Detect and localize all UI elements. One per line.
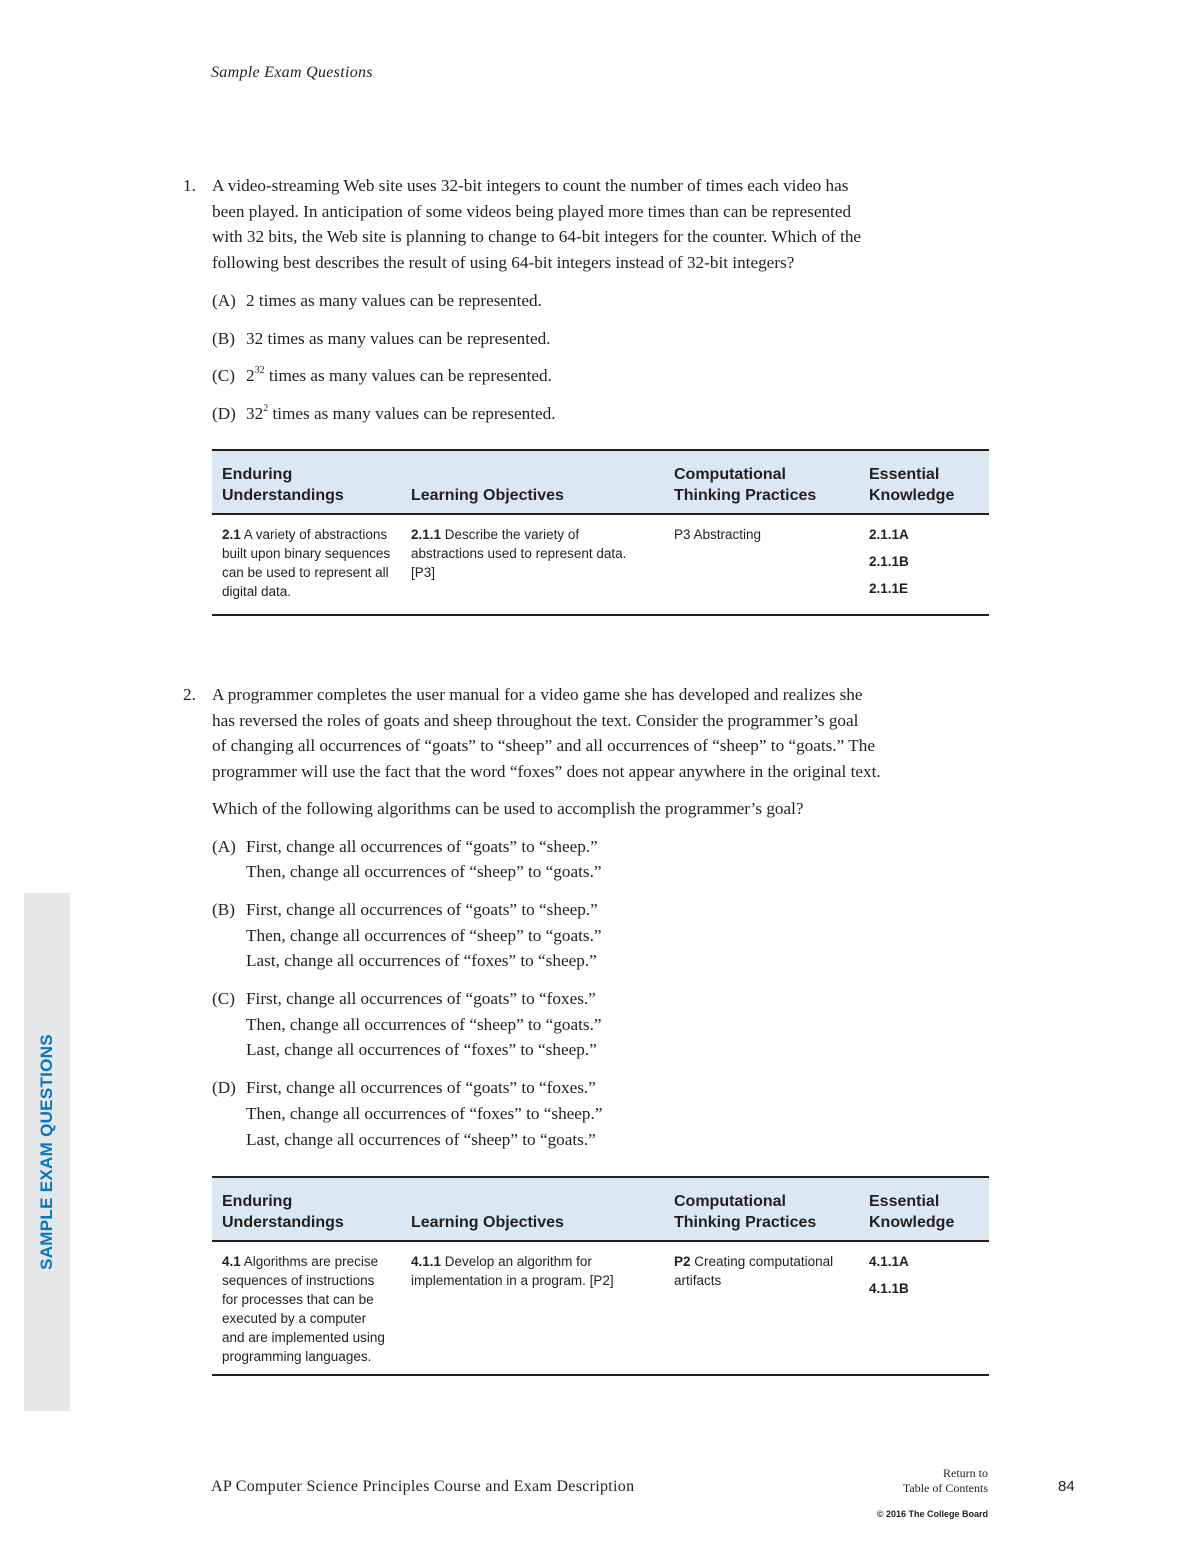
- stem-line: of changing all occurrences of “goats” to “sheep” and all occurrences of “sheep” to “goats.” The: [212, 736, 876, 756]
- lo-cell: 2.1.1 Describe the variety of abstractions used to represent data. [P3]: [411, 527, 627, 580]
- answer-choice-b: [212, 326, 993, 352]
- choice-text: 2 times as many values can be represented.: [246, 290, 542, 310]
- table-row: [212, 1241, 989, 1375]
- choice-exponent: 32: [254, 365, 265, 377]
- curriculum-table-1: [212, 449, 989, 616]
- stem-line: been played. In anticipation of some videos being played more times than can be represented: [212, 201, 852, 221]
- choice-letter: (A): [212, 836, 236, 856]
- stem-line: A programmer completes the user manual for a video game she has developed and realizes she: [212, 685, 863, 704]
- ctp-cell: P3 Abstracting: [674, 527, 762, 542]
- stem-line: has reversed the roles of goats and sheep throughout the text. Consider the programmer’s goal: [212, 710, 859, 730]
- choice-exponent: 2: [263, 403, 269, 415]
- choice-letter: (B): [212, 328, 235, 348]
- answer-choice-d: [212, 401, 993, 427]
- question-prompt: Which of the following algorithms can be used to accomplish the programmer’s goal?: [212, 798, 804, 818]
- answer-choice-a: [212, 834, 993, 885]
- header-computational-thinking: Computational Thinking Practices: [664, 1177, 859, 1241]
- choice-line: Last, change all occurrences of “foxes” to “sheep.”: [246, 1040, 597, 1060]
- ek-code: 2.1.1A: [869, 527, 909, 542]
- choice-line: First, change all occurrences of “goats” to “foxes.”: [246, 989, 596, 1009]
- choice-line: First, change all occurrences of “goats” to “sheep.”: [246, 836, 598, 856]
- stem-line: A video-streaming Web site uses 32-bit integers to count the number of times each video has: [212, 176, 849, 195]
- ek-cell: [859, 514, 989, 615]
- choice-text: times as many values can be represented.: [264, 366, 552, 386]
- choice-letter: (C): [212, 366, 235, 386]
- header-learning-objectives: Learning Objectives: [401, 1177, 664, 1241]
- answer-choice-a: [212, 288, 993, 314]
- table-row: [212, 514, 989, 615]
- stem-line: with 32 bits, the Web site is planning to change to 64-bit integers for the counter. Which of the: [212, 227, 862, 247]
- header-essential-knowledge: Essential Knowledge: [859, 1177, 989, 1241]
- choice-line: Then, change all occurrences of “sheep” to “goats.”: [246, 862, 602, 882]
- answer-choice-c: [212, 986, 993, 1063]
- stem-line: following best describes the result of using 64-bit integers instead of 32-bit integers?: [212, 253, 795, 273]
- side-tab-label: SAMPLE EXAM QUESTIONS: [37, 1034, 56, 1270]
- footer-description: AP Computer Science Principles Course and Exam Description: [211, 1478, 635, 1495]
- choice-line: First, change all occurrences of “goats” to “foxes.”: [246, 1078, 596, 1098]
- header-essential-knowledge: Essential Knowledge: [859, 450, 989, 514]
- running-header: Sample Exam Questions: [211, 64, 373, 81]
- curriculum-table-2: [212, 1176, 989, 1376]
- choice-letter: (A): [212, 290, 236, 310]
- answer-choice-d: [212, 1075, 993, 1152]
- choice-base: 2: [246, 366, 255, 386]
- question-number: 2.: [183, 685, 196, 704]
- page-number: 84: [1058, 1478, 1075, 1495]
- choice-letter: (D): [212, 1078, 236, 1098]
- ek-code: 2.1.1B: [869, 554, 909, 569]
- choice-text: times as many values can be represented.: [268, 403, 556, 423]
- ek-code: 2.1.1E: [869, 581, 909, 596]
- ek-cell: [859, 1241, 989, 1375]
- choice-letter: (D): [212, 403, 236, 423]
- return-to-toc-link[interactable]: [903, 1466, 988, 1496]
- ek-code: 4.1.1B: [869, 1281, 909, 1296]
- choice-line: Then, change all occurrences of “foxes” to “sheep.”: [246, 1103, 603, 1123]
- question-stem: [212, 173, 993, 276]
- question-number: 1.: [183, 176, 196, 195]
- eu-cell: 2.1 A variety of abstractions built upon binary sequences can be used to represent all digital data.: [222, 527, 391, 599]
- choice-text: 32 times as many values can be represented.: [246, 328, 551, 348]
- choice-line: Then, change all occurrences of “sheep” to “goats.”: [246, 925, 602, 945]
- answer-choice-c: [212, 363, 993, 389]
- header-computational-thinking: Computational Thinking Practices: [664, 450, 859, 514]
- return-line-2[interactable]: Table of Contents: [902, 1481, 988, 1495]
- choice-line: Last, change all occurrences of “foxes” to “sheep.”: [246, 951, 597, 971]
- lo-cell: 4.1.1 Develop an algorithm for implementation in a program. [P2]: [411, 1254, 614, 1288]
- ek-code: 4.1.1A: [869, 1254, 909, 1269]
- eu-cell: 4.1 Algorithms are precise sequences of instructions for processes that can be executed by a computer and are implemented using programming languages.: [222, 1254, 385, 1364]
- header-enduring-understandings: Enduring Understandings: [212, 450, 401, 514]
- question-1: [183, 173, 993, 427]
- choice-line: Then, change all occurrences of “sheep” to “goats.”: [246, 1014, 602, 1034]
- answer-choice-b: [212, 897, 993, 974]
- choice-letter: (B): [212, 899, 235, 919]
- choice-letter: (C): [212, 989, 235, 1009]
- question-2: [183, 682, 993, 1152]
- question-stem: [212, 682, 993, 785]
- header-enduring-understandings: Enduring Understandings: [212, 1177, 401, 1241]
- choice-line: Last, change all occurrences of “sheep” to “goats.”: [246, 1129, 596, 1149]
- return-line-1[interactable]: Return to: [943, 1466, 988, 1480]
- header-learning-objectives: Learning Objectives: [401, 450, 664, 514]
- stem-line: programmer will use the fact that the word “foxes” does not appear anywhere in the original text.: [212, 762, 881, 782]
- choice-base: 32: [246, 403, 264, 423]
- copyright: © 2016 The College Board: [876, 1509, 988, 1519]
- ctp-cell: P2 Creating computational artifacts: [674, 1254, 834, 1288]
- choice-line: First, change all occurrences of “goats” to “sheep.”: [246, 899, 598, 919]
